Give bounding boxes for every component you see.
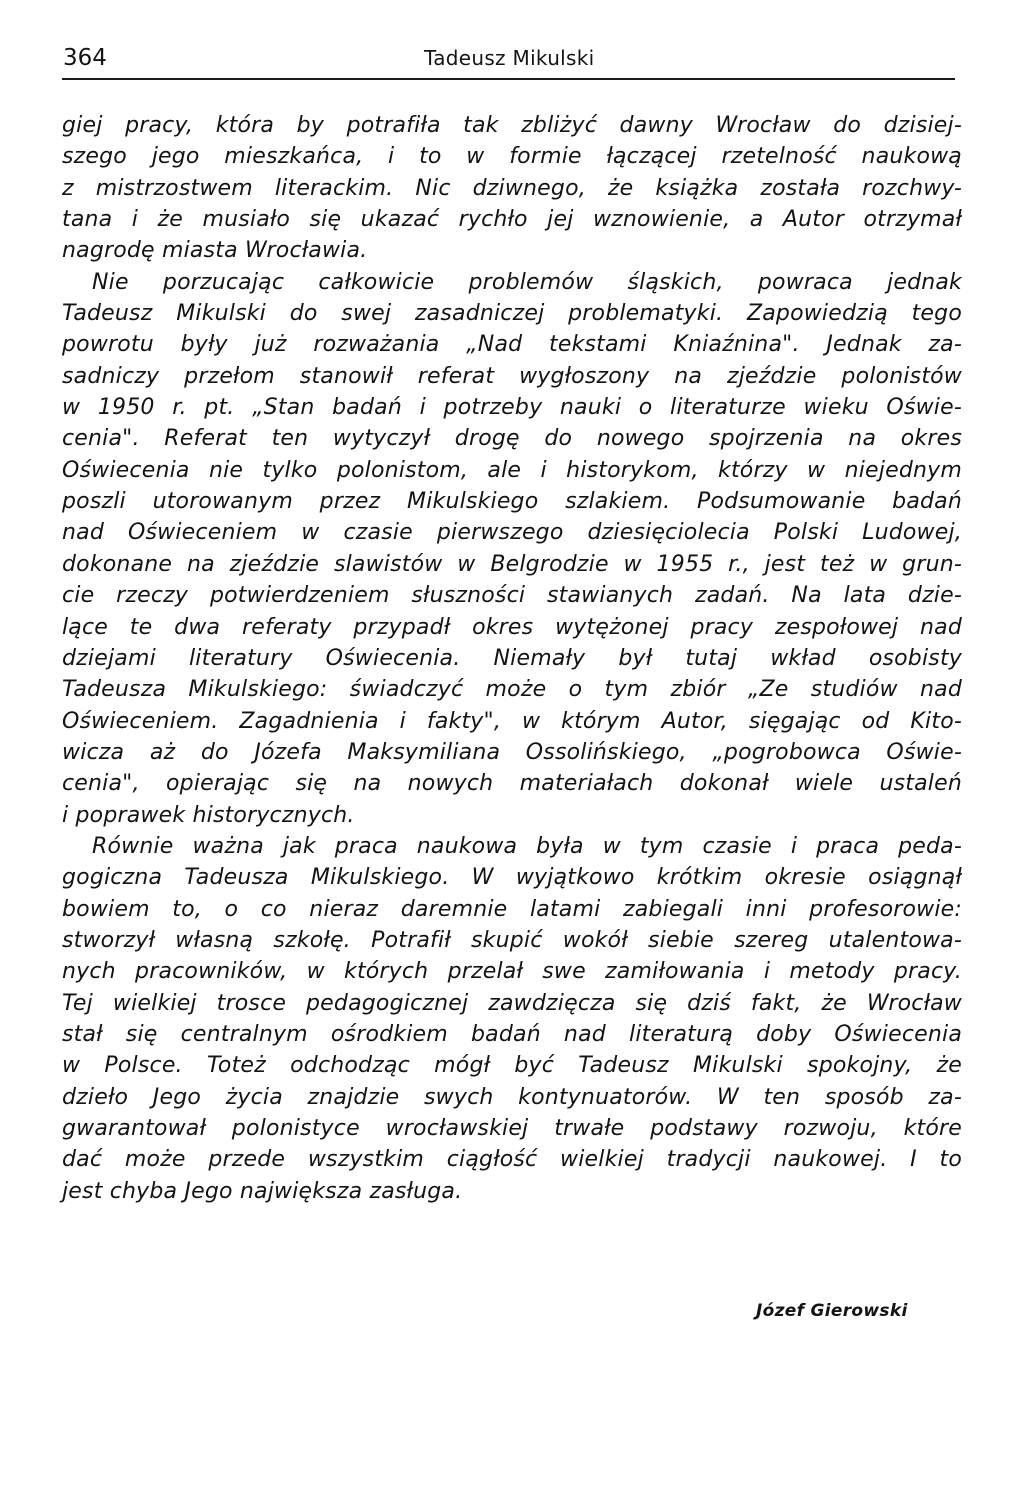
text-line: dokonane na zjeździe slawistów w Belgrodzie w 1955 r., jest też w grun-: [62, 551, 962, 577]
text-line: szego jego mieszkańca, i to w formie łączącej rzetelność naukową: [62, 144, 962, 170]
text-line: gogiczna Tadeusza Mikulskiego. W wyjątkowo krótkim okresie osiągnął: [62, 865, 962, 891]
text-line: cenia". Referat ten wytyczył drogę do nowego spojrzenia na okres: [62, 426, 962, 452]
page-number: 364: [63, 45, 107, 71]
text-line: Tadeusz Mikulski do swej zasadniczej problematyki. Zapowiedzią tego: [62, 301, 962, 327]
text-line: bowiem to, o co nieraz daremnie latami zabiegali inni profesorowie:: [62, 896, 962, 922]
text-line: Nie porzucając całkowicie problemów śląskich, powraca jednak: [92, 269, 962, 295]
text-line: dziejami literatury Oświecenia. Niemały był tutaj wkład osobisty: [62, 645, 962, 671]
running-head: Tadeusz Mikulski: [424, 46, 595, 70]
text-line: powrotu były już rozważania „Nad tekstami Kniaźnina". Jednak za-: [62, 332, 962, 358]
text-line: wicza aż do Józefa Maksymiliana Ossolińskiego, „pogrobowca Oświe-: [62, 739, 962, 765]
text-line: nych pracowników, w których przelał swe zamiłowania i metody pracy.: [62, 959, 962, 985]
text-line: poszli utorowanym przez Mikulskiego szlakiem. Podsumowanie badań: [62, 489, 962, 515]
text-line: Tej wielkiej trosce pedagogicznej zawdzięcza się dziś fakt, że Wrocław: [62, 990, 962, 1016]
text-line: Oświecenia nie tylko polonistom, ale i historykom, którzy w niejednym: [62, 457, 962, 483]
text-line: Oświeceniem. Zagadnienia i fakty", w którym Autor, sięgając od Kito-: [62, 708, 962, 734]
text-line: dać może przede wszystkim ciągłość wielkiej tradycji naukowej. I to: [62, 1147, 962, 1173]
text-line: dzieło Jego życia znajdzie swych kontynuatorów. W ten sposób za-: [62, 1084, 962, 1110]
text-line: jest chyba Jego największa zasługa.: [62, 1178, 463, 1204]
text-line: giej pracy, która by potrafiła tak zbliżyć dawny Wrocław do dzisiej-: [62, 113, 962, 138]
text-line: i poprawek historycznych.: [62, 802, 355, 828]
text-line: tana i że musiało się ukazać rychło jej wznowienie, a Autor otrzymał: [62, 207, 962, 233]
text-line: lące te dwa referaty przypadł okres wytężonej pracy zespołowej nad: [62, 614, 962, 640]
text-line: nagrodę miasta Wrocławia.: [62, 238, 368, 264]
text-line: Równie ważna jak praca naukowa była w tym czasie i praca peda-: [92, 833, 962, 859]
text-line: stał się centralnym ośrodkiem badań nad literaturą doby Oświecenia: [62, 1021, 962, 1047]
header-rule: [62, 78, 955, 80]
text-line: Tadeusza Mikulskiego: świadczyć może o tym zbiór „Ze studiów nad: [62, 677, 962, 703]
text-line: cenia", opierając się na nowych materiałach dokonał wiele ustaleń: [62, 771, 962, 797]
text-line: gwarantował polonistyce wrocławskiej trwałe podstawy rozwoju, które: [62, 1116, 962, 1141]
text-line: w 1950 r. pt. „Stan badań i potrzeby nauki o literaturze wieku Oświe-: [62, 395, 962, 421]
author-signature: Józef Gierowski: [756, 1301, 908, 1321]
text-line: cie rzeczy potwierdzeniem słuszności stawianych zadań. Na lata dzie-: [62, 583, 962, 609]
text-line: sadniczy przełom stanowił referat wygłoszony na zjeździe polonistów: [62, 363, 962, 389]
text-line: w Polsce. Toteż odchodząc mógł być Tadeusz Mikulski spokojny, że: [62, 1053, 962, 1079]
text-line: z mistrzostwem literackim. Nic dziwnego, że książka została rozchwy-: [62, 175, 962, 201]
body-text: [62, 110, 962, 1207]
text-line: stworzył własną szkołę. Potrafił skupić wokół siebie szereg utalentowa-: [62, 927, 962, 953]
text-line: nad Oświeceniem w czasie pierwszego dziesięciolecia Polski Ludowej,: [62, 520, 962, 546]
